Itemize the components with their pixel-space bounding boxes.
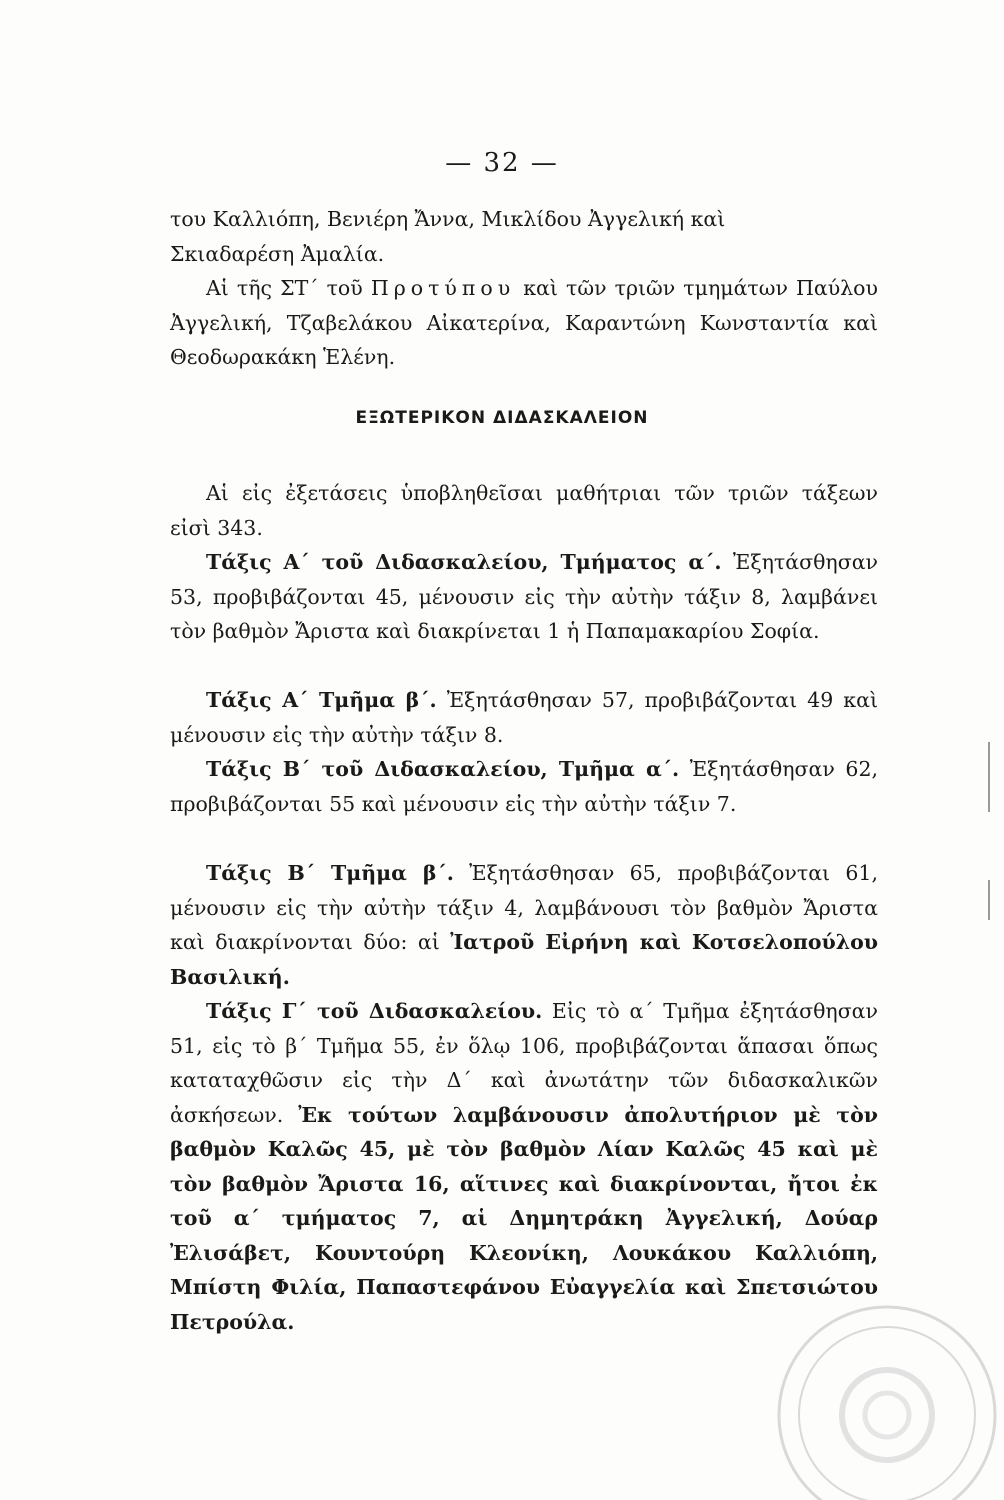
paragraph-text: Ἐξητάσθησαν 53, προβιβάζονται 45, μένουσιν εἰς τὴν αὐτὴν τάξιν 8, λαμβάνει τὸν βαθμὸν Ἄριστα καὶ διακρίνεται 1 ἡ Παπαμακαρίου Σοφία.: [170, 550, 878, 643]
paragraph-class-c: [170, 994, 878, 1339]
paragraph-class-b-section-a: [170, 752, 878, 821]
paragraph-text: Ἐξητάσθησαν 62, προβιβάζονται 55 καὶ μένουσιν εἰς τὴν αὐτὴν τάξιν 7.: [170, 757, 879, 816]
class-heading: Τάξις Β΄ τοῦ Διδασκαλείου, Τμῆμα α΄.: [206, 757, 680, 781]
class-heading: Τάξις Β΄ Τμῆμα β΄.: [206, 861, 454, 885]
class-heading: Τάξις Α΄ Τμῆμα β΄.: [206, 688, 437, 712]
margin-mark: [988, 880, 990, 920]
paragraph-line: του Καλλιόπη, Βενιέρη Ἄννα, Μικλίδου Ἀγγελική καὶ: [170, 207, 726, 231]
paragraph-text: Εἰς τὸ α΄ Τμῆμα ἐξητάσθησαν 51, εἰς τὸ β΄ Τμῆμα 55, ἐν ὅλῳ 106, προβιβάζονται ἅπασαι ὅπως καταταχθῶσιν εἰς τὴν Δ΄ καὶ ἀνωτάτην τῶν διδασκαλικῶν ἀσκήσεων.: [170, 999, 878, 1127]
class-heading: Τάξις Γ΄ τοῦ Διδασκαλείου.: [206, 999, 543, 1023]
stamp-seal-icon: [772, 1300, 1002, 1500]
paragraph-text: Ἐξητάσθησαν 65, προβιβάζονται 61, μένουσιν εἰς τὴν αὐτὴν τάξιν 4, λαμβάνουσι τὸν βαθμὸν Ἄριστα καὶ διακρίνονται δύο: αἱ: [170, 861, 878, 954]
distinguished-names: Ἰατροῦ Εἰρήνη καὶ Κοτσελοπούλου Βασιλική.: [170, 930, 878, 989]
class-heading: Τάξις Α΄ τοῦ Διδασκαλείου, Τμήματος α΄.: [206, 550, 722, 574]
paragraph-class-a-section-a: [170, 545, 878, 649]
spaced-word: Προτύπου: [370, 276, 516, 300]
margin-mark: [988, 742, 990, 812]
paragraph-bold-text: Ἐκ τούτων λαμβάνουσιν ἀπολυτήριον μὲ τὸν βαθμὸν Καλῶς 45, μὲ τὸν βαθμὸν Λίαν Καλῶς 45 καὶ μὲ τὸν βαθμὸν Ἄριστα 16, αἵτινες καὶ διακρίνονται, ἤτοι ἐκ τοῦ α΄ τμήματος 7, αἱ Δημητράκη Ἀγγελική, Δούαρ Ἐλισάβετ, Κουντούρη Κλεονίκη, Λουκάκου Καλλιόπη, Μπίστη Φιλία, Παπαστεφάνου Εὐαγγελία καὶ Σπετσιώτου Πετρούλα.: [170, 1102, 878, 1334]
paragraph-continuation: [170, 202, 878, 271]
paragraph-line: Σκιαδαρέση Ἀμαλία.: [170, 241, 385, 266]
paragraph-text: καὶ τῶν τριῶν τμημάτων Παύλου Ἀγγελική, Τζαβελάκου Αἰκατερίνα, Καραντώνη Κωνσταντία καὶ Θεοδωρακάκη Ἑλένη.: [170, 276, 878, 369]
paragraph-class-a-section-b: [170, 683, 878, 752]
paragraph-text: Αἱ εἰς ἐξετάσεις ὑποβληθεῖσαι μαθήτριαι τῶν τριῶν τάξεων εἰσὶ 343.: [170, 481, 878, 540]
paragraph-protypou: [170, 271, 878, 375]
paragraph-exam-intro: [170, 476, 878, 545]
page-number: — 32 —: [445, 148, 559, 178]
paragraph-class-b-section-b: [170, 856, 878, 994]
paragraph-text: Αἱ τῆς ΣΤ΄ τοῦ: [206, 276, 371, 300]
section-heading: ΕΞΩΤΕΡΙΚΟΝ ΔΙΔΑΣΚΑΛΕΙΟΝ: [355, 408, 649, 428]
paragraph-text: Ἐξητάσθησαν 57, προβιβάζονται 49 καὶ μένουσιν εἰς τὴν αὐτὴν τάξιν 8.: [170, 688, 878, 747]
